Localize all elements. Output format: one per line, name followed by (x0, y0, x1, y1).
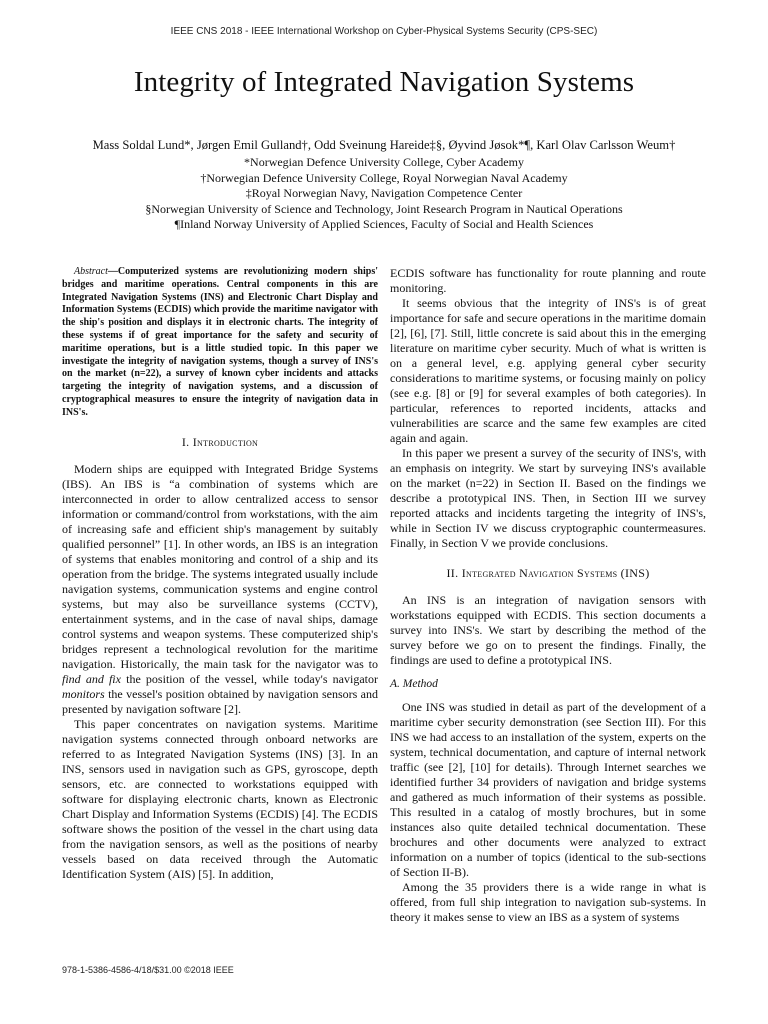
copyright-footer: 978-1-5386-4586-4/18/$31.00 ©2018 IEEE (62, 965, 234, 975)
method-paragraph-2: Among the 35 providers there is a wide range in what is offered, from full ship integration to navigation sub-systems. In theory it makes sense to view an IBS as a system of systems (390, 880, 706, 924)
intro-paragraph-4: In this paper we present a survey of the security of INS's, with an emphasis on integrity. We start by surveying INS's available on the market (n=22) in Section II. Based on the findings we describe a prototypical INS. Then, in Section III we survey reported attacks and incidents targeting the integrity of INS's, while in Section IV we discuss cryptographic countermeasures. Finally, in Section V we provide conclusions. (390, 446, 706, 550)
intro-paragraph-2: This paper concentrates on navigation systems. Maritime navigation systems connected through onboard networks are referred to as Integrated Navigation Systems (INS) [3]. In an INS, sensors used in navigation such as GPS, gyroscope, depth sensors, etc. are connected to workstations equipped with software for displaying electronic charts, known as Electronic Chart Display and Information Systems (ECDIS) [4]. The ECDIS software shows the position of the vessel in the chart using data from the navigation sensors, as well as the positions of nearby vessels based on data received through the Automatic Identification System (AIS) [5]. In addition, (62, 716, 378, 881)
abstract-text: —Computerized systems are revolutionizing modern ships' bridges and maritime operations. Central components in this are Integrated Navigation Systems (INS) and Electronic Chart Display and Information Systems (ECDIS) which provide the maritime navigator with the ship's position and displays it in electronic charts. The integrity of these systems if of great importance for the safety and security of maritime operations, but is a little studied topic. In this paper we investigate the integrity of navigation systems, though a survey of INS's on the market (n=22), a survey of known cyber incidents and attacks targeting the integrity of navigation systems, and a discussion of cryptographical measures to ensure the integrity of navigation data in INS's. (62, 266, 378, 418)
right-column (390, 266, 706, 925)
affiliations (20, 155, 748, 233)
emphasis-monitors: monitors (62, 686, 105, 701)
left-column (62, 266, 378, 882)
affiliation-2: †Norwegian Defence University College, Royal Norwegian Naval Academy (200, 170, 568, 185)
affiliation-3: ‡Royal Norwegian Navy, Navigation Competence Center (245, 186, 523, 200)
affiliation-5: ¶Inland Norway University of Applied Sciences, Faculty of Social and Health Sciences (174, 217, 594, 231)
subsection-heading-method: A. Method (390, 678, 438, 690)
conference-header: IEEE CNS 2018 - IEEE International Workshop on Cyber-Physical Systems Security (CPS-SEC) (170, 26, 598, 37)
abstract-lead: Abstract (74, 266, 108, 277)
author-list: Mass Soldal Lund*, Jørgen Emil Gulland†, Odd Sveinung Hareide‡§, Øyvind Jøsok*¶, Karl Olav Carlsson Weum† (92, 138, 676, 152)
method-paragraph-1: One INS was studied in detail as part of the development of a maritime cyber security demonstration (see Section III). For this INS we had access to an installation of the system, experts on the system, technical documentation, and capture of internal network traffic (see [2], [10] for details). Through Internet searches we identified further 34 providers of navigation and bridge systems and gathered as much information of their systems as possible. This resulted in a catalog of mostly brochures, but in some instances also quite detailed technical documentation. These brochures and other documents were analyzed to extract information on a number of topics (identical to the sub-sections of Section II-B). (390, 700, 706, 879)
emphasis-find-and-fix: find and fix (62, 671, 121, 686)
ins-paragraph-1: An INS is an integration of navigation sensors with workstations equipped with ECDIS. This section documents a survey into INS's. We start by describing the method of the survey before we go on to present the findings. Finally, the findings are used to define a prototypical INS. (390, 593, 706, 667)
affiliation-1: *Norwegian Defence University College, Cyber Academy (244, 155, 524, 169)
section-heading-introduction: I. Introduction (181, 434, 259, 449)
section-heading-ins: II. Integrated Navigation Systems (INS) (446, 566, 650, 580)
intro-paragraph-3: It seems obvious that the integrity of INS's is of great importance for safe and secure operations in the maritime domain [2], [6], [7]. Still, little concrete is said about this in the emerging literature on maritime cyber security. Much of what is written is on a general level, e.g. applying general cyber security considerations to maritime systems, or focusing mainly on policy (see e.g. [8] or [9] for several examples of both categories). In particular, references to reported incidents, attacks and vulnerabilities are scarce and the same few examples are cited again and again. (390, 296, 706, 445)
intro-paragraph-2-continued: ECDIS software has functionality for route planning and route monitoring. (390, 266, 706, 295)
intro-paragraph-1: Modern ships are equipped with Integrated Bridge Systems (IBS). An IBS is “a combination of systems which are interconnected in order to allow centralized access to sensor information or command/control from workstations, with the aim of increasing safe and efficient ship's management by suitably qualified personnel” [1]. In other words, an IBS is an integration of systems that enables monitoring and control of a ship and its operation from the bridge. The systems integrated usually include navigation systems, communication systems and engine control systems, but may also be surveillance systems (CCTV), entertainment systems, and in the case of naval ships, damage control systems and weapon systems. These computerized ship's bridges represent a technological revolution for the maritime navigation. Historically, the main task for the navigator was to find and fix the position of the vessel, while today's navigator monitors the vessel's position obtained by navigation sensors and presented by navigation software [2]. (62, 461, 378, 716)
affiliation-4: §Norwegian University of Science and Technology, Joint Research Program in Nautical Operations (145, 201, 623, 216)
paper-title: Integrity of Integrated Navigation Systems (133, 66, 635, 98)
abstract (62, 266, 378, 420)
